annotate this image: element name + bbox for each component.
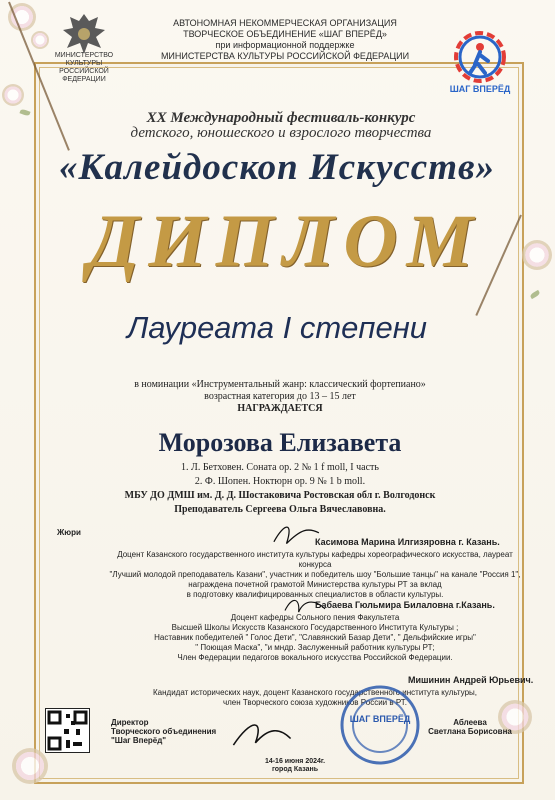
leaf-decoration <box>19 108 30 116</box>
jury-member-name: Касимова Марина Илгизяровна г. Казань. <box>315 537 500 547</box>
shag-vpered-logo <box>445 25 515 95</box>
signature-icon <box>229 712 295 754</box>
ministry-caption: МИНИСТЕРСТВО КУЛЬТУРЫ РОССИЙСКОЙ ФЕДЕРАЦИИ <box>54 52 114 83</box>
school-name: МБУ ДО ДМШ им. Д. Д. Шостаковича Ростовская обл г. Волгодонск <box>124 490 436 501</box>
age-category: возрастная категория до 13 – 15 лет <box>204 391 356 402</box>
signature-icon <box>268 522 323 549</box>
cherry-blossom-decoration <box>12 748 48 784</box>
stamp-text: ШАГ ВПЕРЁД <box>349 714 411 724</box>
organization-line: при информационной поддержке <box>215 40 355 50</box>
signature-icon <box>281 593 329 620</box>
cherry-blossom-decoration <box>2 84 24 106</box>
festival-line-2: детского, юношеского и взрослого творчества <box>130 125 432 141</box>
organization-line: МИНИСТЕРСТВА КУЛЬТУРЫ РОССИЙСКОЙ ФЕДЕРАЦИИ <box>160 51 410 61</box>
russian-coat-of-arms-icon <box>58 10 110 58</box>
work-2: 2. Ф. Шопен. Ноктюрн ор. 9 № 1 b moll. <box>194 476 366 487</box>
nomination: в номинации «Инструментальный жанр: классический фортепиано» <box>134 379 426 390</box>
diploma-heading: ДИПЛОМ <box>88 200 483 283</box>
event-date: 14-16 июня 2024г. город Казань <box>264 758 326 773</box>
cherry-blossom-decoration <box>522 240 552 270</box>
festival-title: «Калейдоскоп Искусств» <box>58 147 496 188</box>
leaf-decoration <box>529 290 540 299</box>
logo-text: ШАГ ВПЕРЁД <box>449 84 511 94</box>
festival-line-1: XX Международный фестиваль-конкурс <box>146 110 416 126</box>
laureate-degree: Лауреата I степени <box>126 310 428 345</box>
awarded-label: НАГРАЖДАЕТСЯ <box>237 403 323 414</box>
work-1: 1. Л. Бетховен. Соната ор. 2 № 1 f moll, I часть <box>181 462 379 473</box>
jury-member-description: Доцент Казанского государственного института культуры кафедры хореографического искусства, лауреат конкурса "Лучший молодой преподаватель Казани", участник и победитель шоу "Большие танцы" на канале "Россия 1", награждена почетной грамотой Министерства культуры РТ за вклад в подготовку квалифицированных специалистов в области культуры. <box>109 550 521 599</box>
organization-line: ТВОРЧЕСКОЕ ОБЪЕДИНЕНИЕ «ШАГ ВПЕРЁД» <box>183 29 387 39</box>
qr-code <box>45 708 90 753</box>
jury-label: Жюри <box>57 528 81 537</box>
jury-member-description: Доцент кафедры Сольного пения Факультета Высшей Школы Искусств Казанского Государственного Института Культуры ; Наставник победителей " Голос Дети", "Славянский Базар Дети", " Дельфийские игры" " Поющая Маска", "и мндр. Заслуженный работник культуры РТ; Член Федерации педагогов вокального искусства Российской Федерации. <box>154 613 476 662</box>
organization-line: АВТОНОМНАЯ НЕКОММЕРЧЕСКАЯ ОРГАНИЗАЦИЯ <box>173 18 397 28</box>
recipient-name: Морозова Елизавета <box>158 428 402 457</box>
director-title: Директор Творческого объединения "Шаг Вперёд" <box>111 718 217 745</box>
teacher-name: Преподаватель Сергеева Ольга Вячеславовна. <box>174 504 386 515</box>
jury-member-name: Мишинин Андрей Юрьевич. <box>408 675 534 685</box>
organization-header <box>145 18 425 62</box>
jury-member-description: Кандидат исторических наук, доцент Казанского государственного института культуры, член Творческого союза художников России в РТ. <box>153 688 477 707</box>
organization-stamp-icon <box>338 683 423 768</box>
signer-name: Аблеева Светлана Борисовна <box>428 718 512 736</box>
cherry-blossom-decoration <box>31 31 49 49</box>
jury-member-name: Бабаева Гюльмира Билаловна г.Казань. <box>315 600 495 610</box>
